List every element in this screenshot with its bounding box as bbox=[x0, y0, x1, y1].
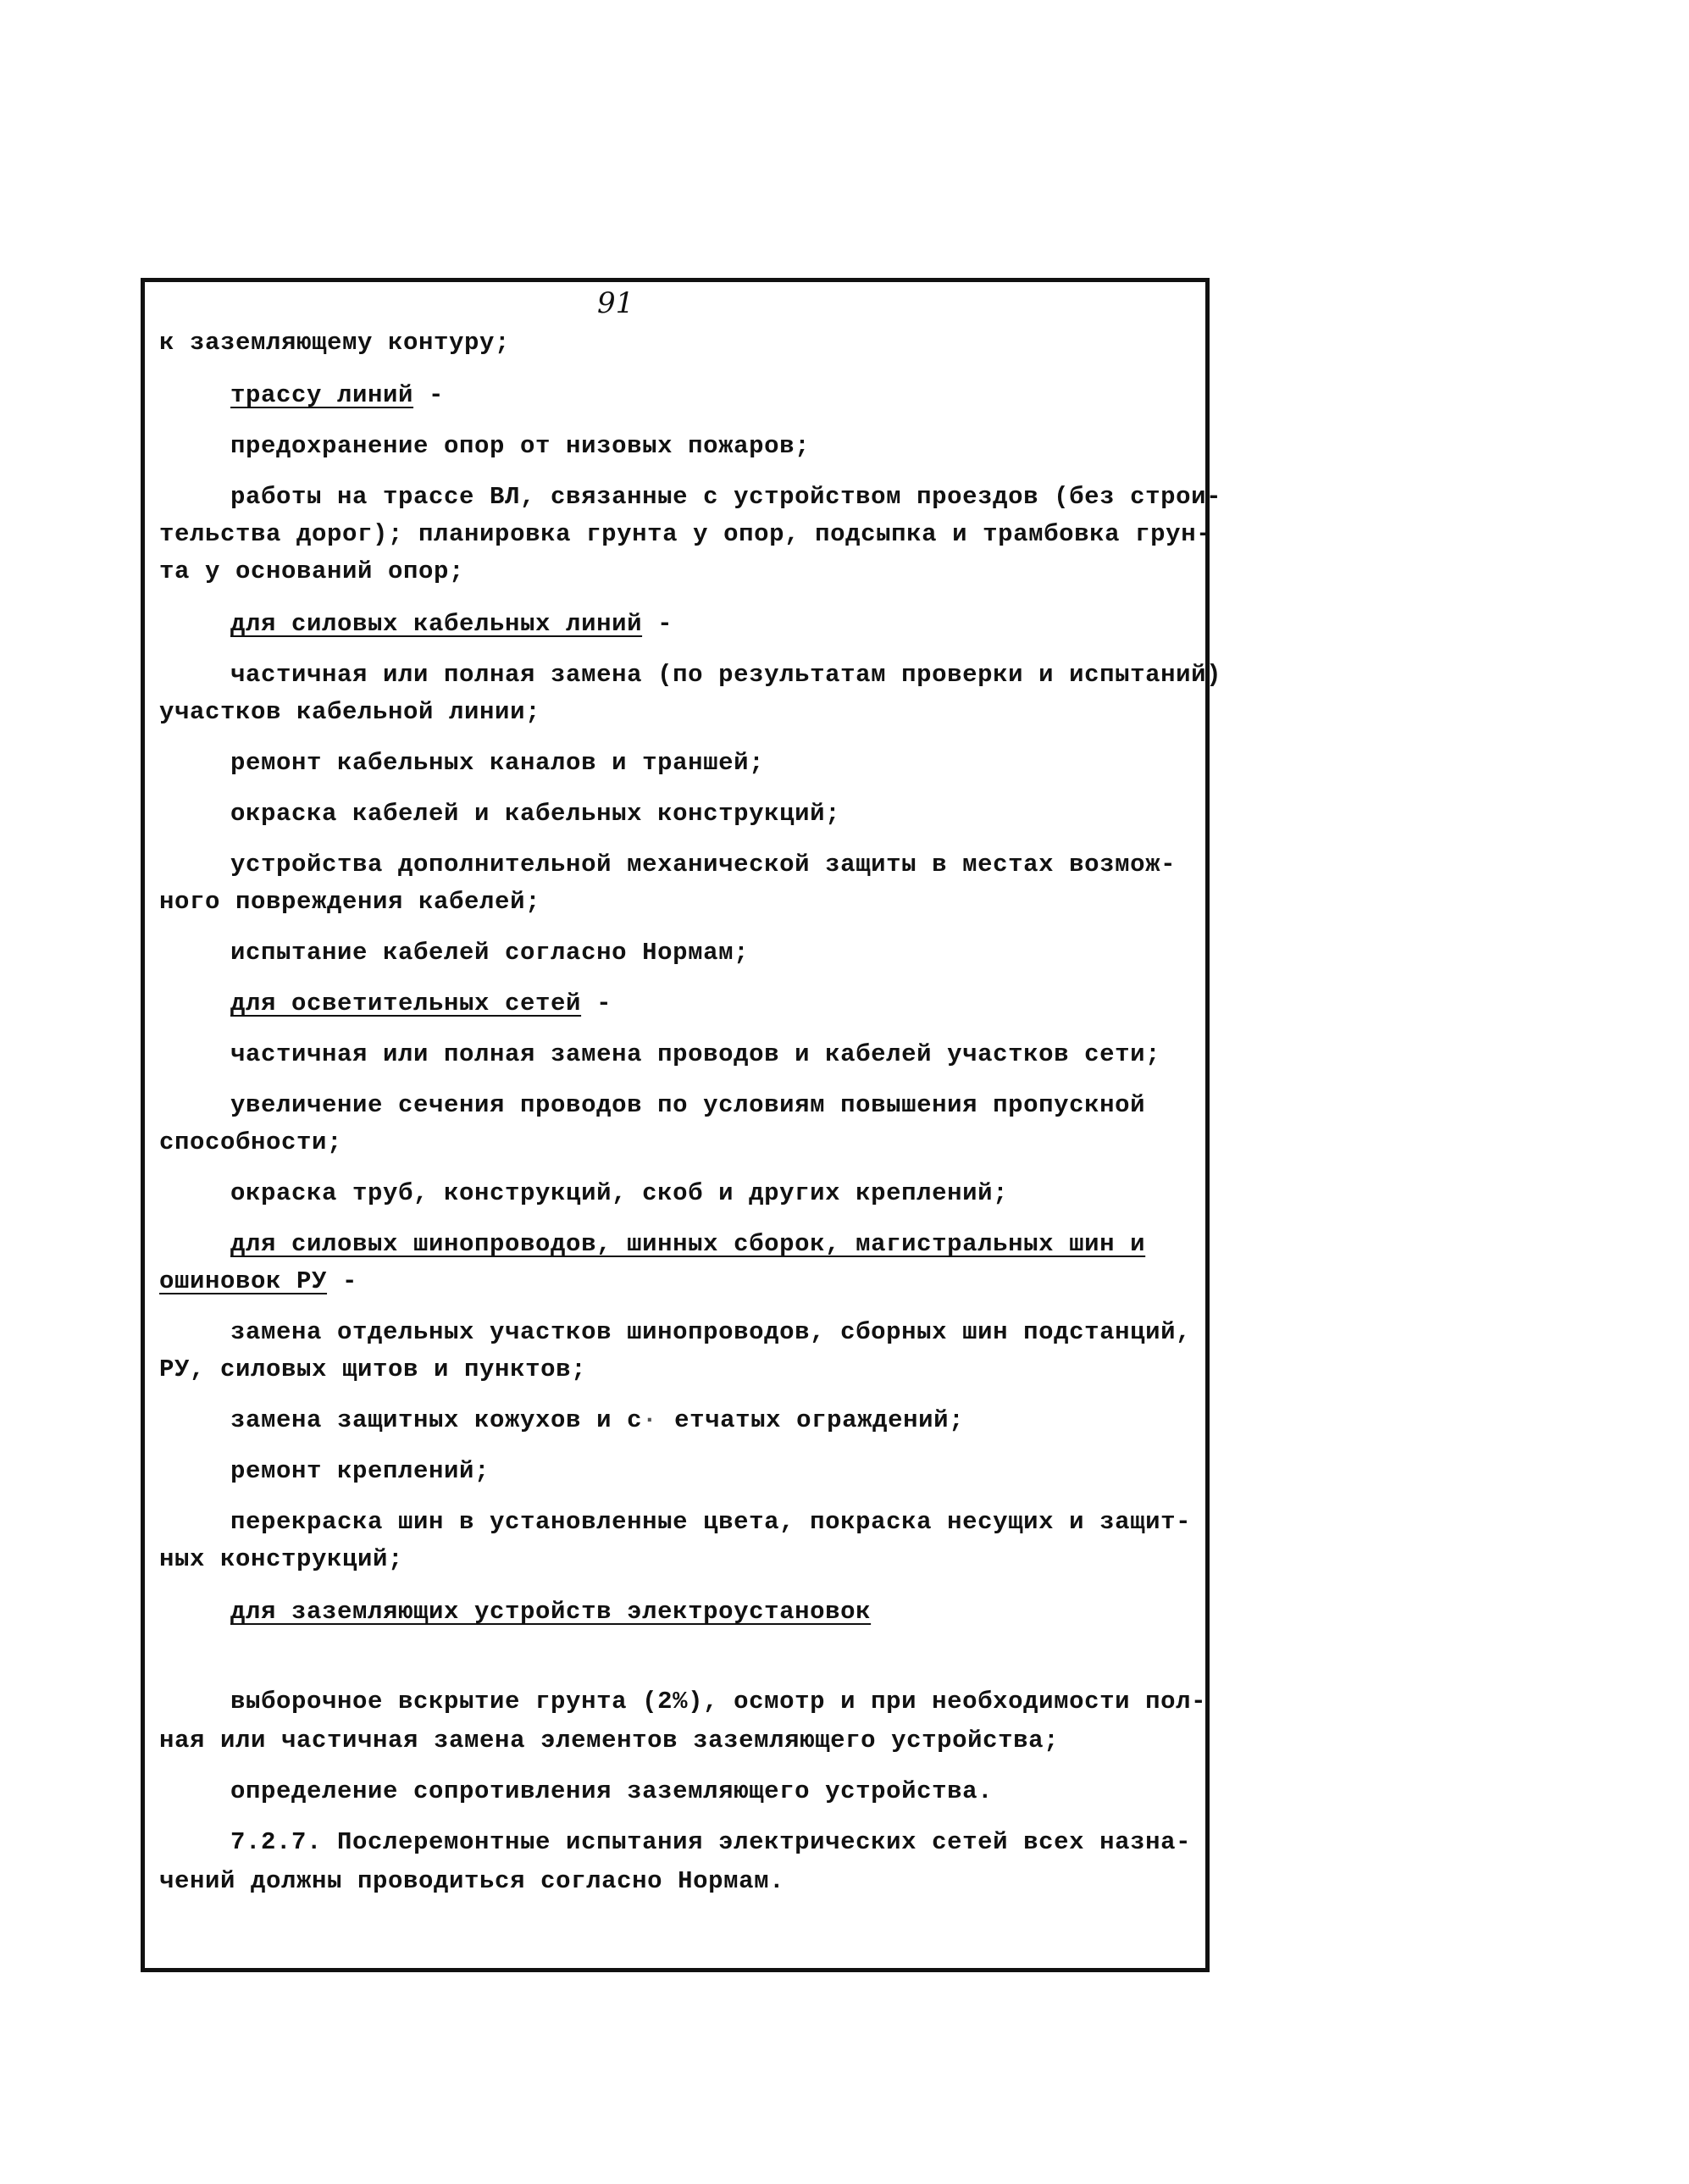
page-number: 91 bbox=[597, 286, 634, 320]
section-heading: трассу линий bbox=[230, 381, 414, 409]
text-line: ных конструкций; bbox=[159, 1545, 404, 1573]
text-line: выборочное вскрытие грунта (2%), осмотр и при необходимости пол- bbox=[230, 1688, 1207, 1716]
text-fragment: етчатых ограждений; bbox=[674, 1406, 965, 1434]
heading-dash: - bbox=[581, 989, 612, 1017]
section-heading: для заземляющих устройств электроустановок bbox=[230, 1598, 872, 1626]
heading-dash: - bbox=[413, 381, 445, 409]
section-heading-line bbox=[230, 991, 612, 1016]
heading-dash: - bbox=[642, 610, 673, 638]
text-line: ремонт креплений; bbox=[230, 1457, 490, 1485]
text-line: РУ, силовых щитов и пунктов; bbox=[159, 1355, 587, 1383]
text-line: устройства дополнительной механической защиты в местах возмож- bbox=[230, 851, 1177, 879]
text-line: участков кабельной линии; bbox=[159, 698, 541, 726]
text-line: тельства дорог); планировка грунта у опор, подсыпка и трамбовка грун- bbox=[159, 520, 1212, 548]
text-line: ного повреждения кабелей; bbox=[159, 888, 541, 916]
text-line: способности; bbox=[159, 1128, 343, 1156]
text-line: ная или частичная замена элементов заземляющего устройства; bbox=[159, 1727, 1060, 1754]
text-line: окраска кабелей и кабельных конструкций; bbox=[230, 800, 841, 828]
text-line: испытание кабелей согласно Нормам; bbox=[230, 939, 750, 967]
section-heading-line bbox=[159, 1269, 357, 1294]
text-line: замена отдельных участков шинопроводов, сборных шин подстанций, bbox=[230, 1318, 1192, 1346]
section-heading: для осветительных сетей bbox=[230, 989, 582, 1017]
text-line: увеличение сечения проводов по условиям повышения пропускной bbox=[230, 1091, 1146, 1119]
text-line bbox=[230, 1408, 964, 1433]
text-line: частичная или полная замена проводов и кабелей участков сети; bbox=[230, 1040, 1161, 1068]
text-line: окраска труб, конструкций, скоб и других креплений; bbox=[230, 1179, 1009, 1207]
text-line: предохранение опор от низовых пожаров; bbox=[230, 432, 811, 460]
text-line: 7.2.7. Послеремонтные испытания электрических сетей всех назна- bbox=[230, 1828, 1192, 1856]
text-line: частичная или полная замена (по результатам проверки и испытаний) bbox=[230, 661, 1222, 689]
section-heading: ошиновок РУ bbox=[159, 1267, 328, 1295]
print-smudge: · bbox=[642, 1406, 658, 1434]
text-line: к заземляющему контуру; bbox=[159, 329, 511, 357]
section-heading-line bbox=[230, 1232, 1145, 1256]
section-heading: для силовых шинопроводов, шинных сборок, магистральных шин и bbox=[230, 1230, 1146, 1258]
text-line: чений должны проводиться согласно Нормам. bbox=[159, 1867, 785, 1895]
section-heading-line bbox=[230, 383, 444, 407]
section-heading-line bbox=[230, 1599, 871, 1624]
text-line: определение сопротивления заземляющего устройства. bbox=[230, 1777, 994, 1805]
heading-dash: - bbox=[327, 1267, 358, 1295]
section-heading-line bbox=[230, 612, 673, 636]
text-line: работы на трассе ВЛ, связанные с устройством проездов (без строи- bbox=[230, 483, 1222, 511]
section-heading: для силовых кабельных линий bbox=[230, 610, 643, 638]
text-line: ремонт кабельных каналов и траншей; bbox=[230, 749, 765, 777]
text-fragment: замена защитных кожухов и с bbox=[230, 1406, 643, 1434]
text-line: перекраска шин в установленные цвета, покраска несущих и защит- bbox=[230, 1508, 1192, 1536]
text-line: та у оснований опор; bbox=[159, 557, 465, 585]
